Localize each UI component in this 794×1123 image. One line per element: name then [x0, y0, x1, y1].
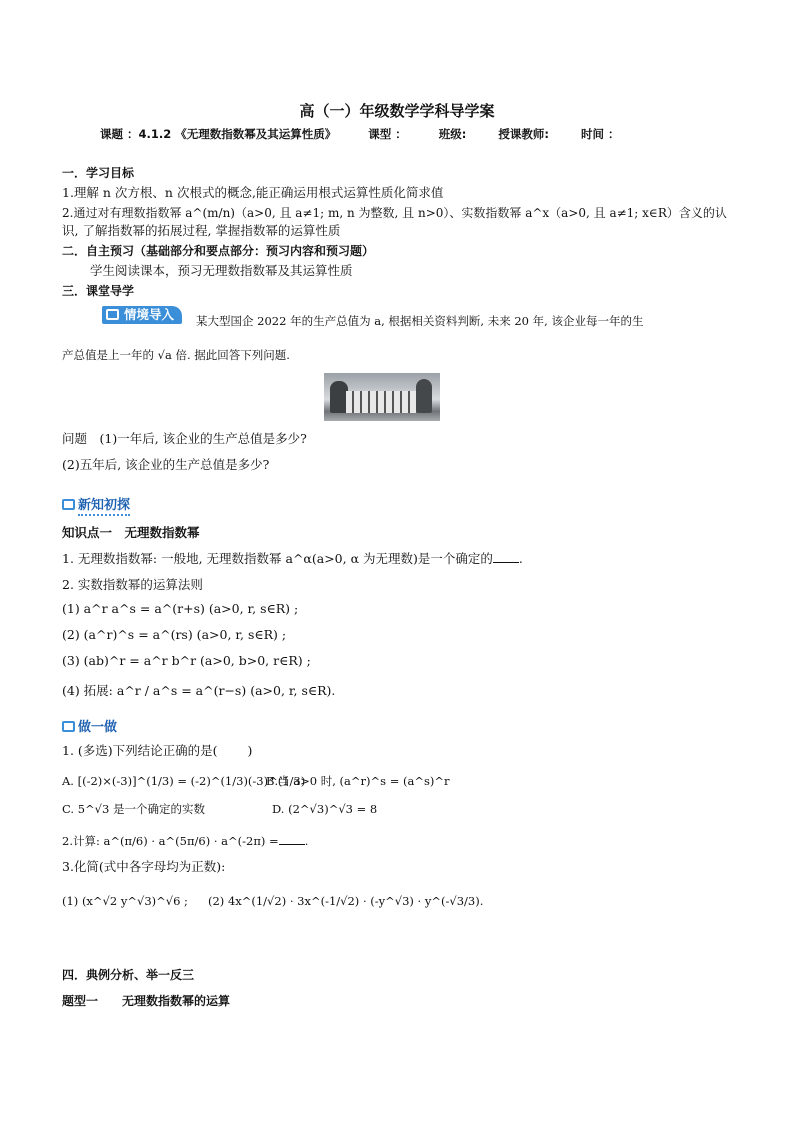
- practice-q2-end: .: [304, 834, 309, 848]
- knowledge-item-1-end: .: [518, 551, 523, 566]
- option-c: C. 5^√3 是一个确定的实数: [62, 802, 205, 816]
- rule-2: (2) (a^r)^s = a^(rs) (a>0, r, s∈R) ;: [62, 627, 287, 642]
- fill-blank: [493, 550, 519, 563]
- practice-label: 做一做: [78, 720, 118, 735]
- section-heading-preview: 二．自主预习（基础部分和要点部分：预习内容和预习题）: [62, 244, 375, 258]
- page-title: 高（一）年级数学学科导学案: [299, 102, 495, 120]
- practice-q1-end: ): [247, 743, 253, 758]
- scenario-text-1: 某大型国企 2022 年的生产总值为 a, 根据相关资料判断, 未来 20 年, 该企业每一年的生: [196, 314, 644, 328]
- section-heading-guide: 三．课堂导学: [62, 284, 135, 298]
- book-icon: [62, 499, 75, 510]
- section-heading-goals: 一．学习目标: [62, 166, 135, 180]
- building-photo: [324, 373, 440, 421]
- practice-q2-text: 2.计算: a^(π/6) · a^(5π/6) · a^(-2π) =: [62, 834, 279, 848]
- goal-2-line-1: 2.通过对有理数指数幂 a^(m/n)（a>0, 且 a≠1; m, n 为整数, 且 n>0）、实数指数幂 a^x（a>0, 且 a≠1; x∈R）含义的认: [62, 206, 727, 220]
- pencil-note-icon: [62, 721, 75, 732]
- photo-tree-right: [416, 379, 432, 413]
- topic-label: 课题 ：4.1.2 《无理数指数幂及其运算性质》: [100, 127, 337, 141]
- fill-blank: [279, 832, 305, 845]
- example-type-1: [62, 992, 230, 1010]
- goal-1: 1.理解 n 次方根、n 次根式的概念,能正确运用根式运算性质化简求值: [62, 185, 444, 200]
- knowledge-item-1-text: 1. 无理数指数幂: 一般地, 无理数指数幂 a^α(a>0, α 为无理数)是一个确定的: [62, 551, 493, 566]
- page-subtitle: [100, 126, 648, 142]
- preview-text: 学生阅读课本，预习无理数指数幂及其运算性质: [90, 263, 353, 278]
- knowledge-item-1: [62, 550, 523, 568]
- goal-2-line-2: 识, 了解指数幂的拓展过程, 掌握指数幂的运算性质: [62, 223, 341, 238]
- rule-4: (4) 拓展: a^r / a^s = a^(r−s) (a>0, r, s∈R).: [62, 683, 336, 698]
- book-icon: [106, 309, 119, 320]
- question-1: 问题 (1)一年后, 该企业的生产总值是多少?: [62, 431, 307, 446]
- practice-q3-part2: (2) 4x^(1/√2) · 3x^(-1/√2) · (-y^√3) · y^(-√3/3).: [208, 894, 484, 908]
- practice-q3: 3.化简(式中各字母均为正数):: [62, 859, 226, 874]
- teacher-label: 授课教师:: [498, 127, 550, 141]
- photo-building: [346, 391, 416, 413]
- section-heading-examples: 四．典例分析、举一反三: [62, 968, 195, 982]
- practice-q1: [62, 742, 252, 760]
- knowledge-item-2: 2. 实数指数幂的运算法则: [62, 577, 203, 592]
- rule-1: (1) a^r a^s = a^(r+s) (a>0, r, s∈R) ;: [62, 601, 299, 616]
- new-knowledge-badge: [62, 494, 130, 513]
- question-2: (2)五年后, 该企业的生产总值是多少?: [62, 457, 270, 472]
- new-knowledge-label: 新知初探: [78, 498, 130, 516]
- scenario-badge-label: 情境导入: [124, 307, 175, 322]
- time-label: 时间 ：: [581, 127, 620, 141]
- scenario-badge: [102, 306, 182, 324]
- practice-q3-part1: (1) (x^√2 y^√3)^√6 ;: [62, 894, 188, 908]
- lesson-type-label: 课型 ：: [368, 127, 407, 141]
- scenario-text-2: 产总值是上一年的 √a 倍. 据此回答下列问题.: [62, 348, 290, 362]
- practice-q1-text: 1. (多选)下列结论正确的是(: [62, 743, 218, 758]
- practice-q2: [62, 832, 308, 850]
- practice-badge: [62, 716, 117, 735]
- option-a: A. [(-2)×(-3)]^(1/3) = (-2)^(1/3)(-3)^(1/3): [62, 774, 306, 788]
- knowledge-point-title: 知识点一 无理数指数幂: [62, 525, 200, 540]
- example-type-1-text: 题型一 无理数指数幂的运算: [62, 994, 231, 1008]
- option-b: B.当 a>0 时, (a^r)^s = (a^s)^r: [266, 774, 450, 788]
- option-d: D. (2^√3)^√3 = 8: [272, 802, 378, 816]
- rule-3: (3) (ab)^r = a^r b^r (a>0, b>0, r∈R) ;: [62, 653, 311, 668]
- class-label: 班级:: [438, 127, 467, 141]
